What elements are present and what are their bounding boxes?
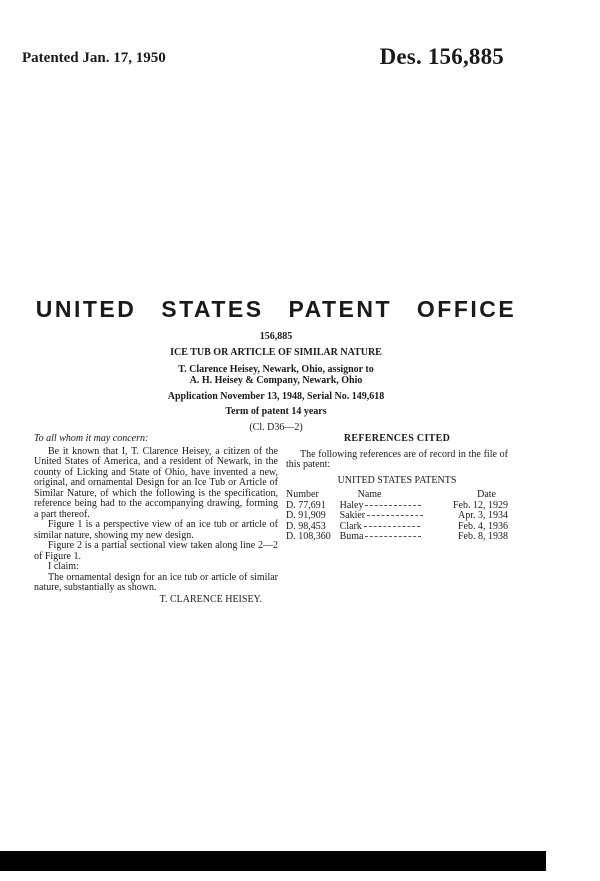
ref-name: Clark: [339, 520, 362, 532]
claim-text: The ornamental design for an ice tub or article of similar nature, substantially as shown.: [34, 571, 278, 593]
ref-number: D. 77,691: [286, 499, 326, 511]
ref-date: Feb. 8, 1938: [458, 531, 508, 542]
inventor-line-1: T. Clarence Heisey, Newark, Ohio, assignor to: [178, 364, 374, 375]
references-title: REFERENCES CITED: [343, 433, 451, 444]
ref-number: D. 108,360: [286, 531, 331, 542]
ref-date: Apr. 3, 1934: [458, 510, 508, 521]
paragraph-figure-1: Figure 1 is a perspective view of an ice tub or article of similar nature, showing my new design.: [34, 519, 278, 541]
ref-name-cell: [340, 532, 443, 543]
ref-name: Sakier: [339, 510, 366, 521]
patent-number: 156,885: [259, 331, 293, 342]
term-line: Term of patent 14 years: [225, 406, 327, 417]
patented-date: Patented Jan. 17, 1950: [22, 50, 166, 66]
paragraph-figure-2: Figure 2 is a partial sectional view taken along line 2—2 of Figure 1.: [34, 540, 278, 562]
references-table: [286, 490, 508, 543]
patent-title: ICE TUB OR ARTICLE OF SIMILAR NATURE: [170, 347, 382, 358]
leader-dots: [365, 536, 421, 537]
claim-label: I claim:: [48, 561, 79, 572]
ref-number: D. 98,453: [286, 520, 326, 532]
ref-date: Feb. 12, 1929: [453, 499, 508, 511]
inventor-line-2: A. H. Heisey & Company, Newark, Ohio: [189, 375, 363, 386]
scan-edge-bar: [0, 851, 546, 871]
design-number: Des. 156,885: [379, 44, 504, 69]
leader-dots: [364, 526, 420, 527]
application-line: Application November 13, 1948, Serial No. 149,618: [167, 391, 385, 402]
signature: T. CLARENCE HEISEY.: [159, 593, 262, 605]
specification-column: [34, 434, 278, 605]
salutation: To all whom it may concern:: [34, 433, 149, 444]
ref-name: Buma: [339, 531, 364, 542]
table-row: [286, 532, 508, 543]
ref-number: D. 91,909: [286, 510, 326, 521]
classification-line: (Cl. D36—2): [249, 422, 303, 433]
references-subtitle: UNITED STATES PATENTS: [337, 474, 457, 486]
header-name: Name: [357, 489, 382, 500]
paragraph-intro: Be it known that I, T. Clarence Heisey, a citizen of the United States of America, and a resident of Newark, in the county of Licking and State of Ohio, have invented a new, original, and ornamental Design for an Ice Tub or Article of Similar Nature, of which the following is the specification, reference being had to the accompanying drawing, forming a part thereof.: [34, 445, 278, 520]
leader-dots: [365, 505, 421, 506]
table-row: [286, 511, 508, 522]
leader-dots: [367, 515, 423, 516]
header-number: Number: [286, 489, 319, 500]
references-header-row: [286, 490, 508, 501]
header-date: Date: [477, 489, 496, 500]
ref-name: Haley: [339, 499, 364, 511]
references-intro: The following references are of record in the file of this patent:: [286, 448, 508, 470]
office-heading: UNITED STATES PATENT OFFICE: [35, 296, 517, 322]
ref-date: Feb. 4, 1936: [458, 520, 508, 532]
references-column: [286, 434, 508, 543]
